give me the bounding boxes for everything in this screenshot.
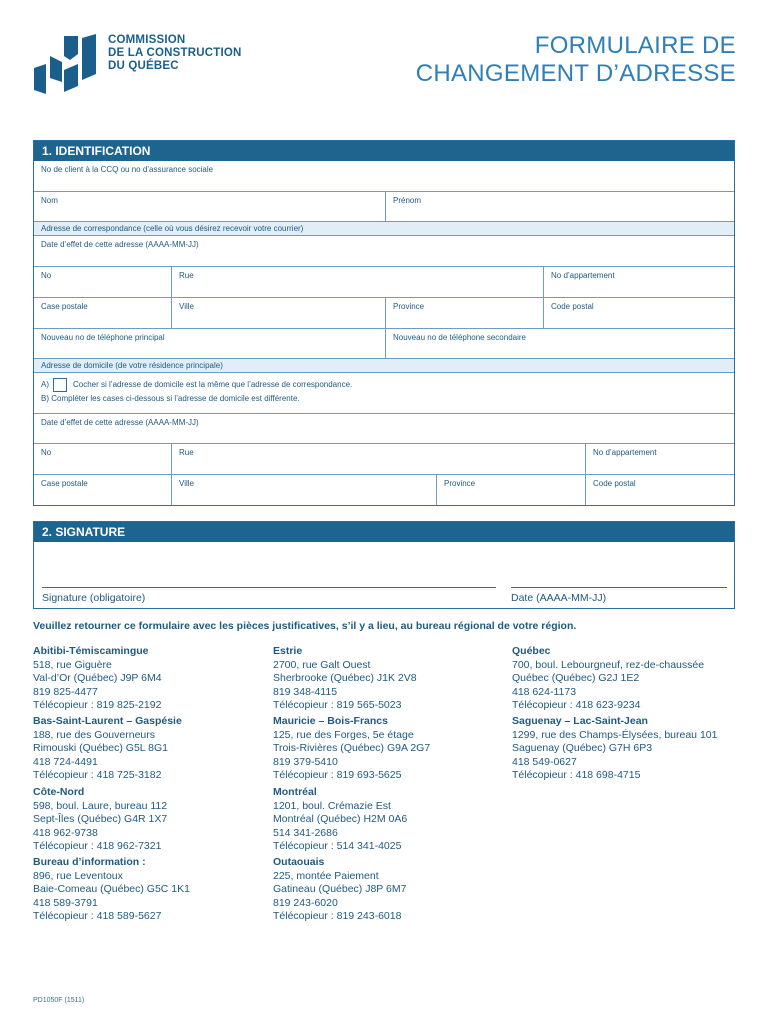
date-line[interactable] bbox=[511, 587, 727, 588]
home-postal-code-field[interactable]: Code postal bbox=[585, 475, 734, 505]
title-line-2: CHANGEMENT D’ADRESSE bbox=[415, 60, 736, 87]
office-line: 125, rue des Forges, 5e étage bbox=[273, 728, 414, 741]
street-number-field[interactable]: No bbox=[41, 271, 52, 280]
office-line: 418 624-1173 bbox=[512, 685, 577, 698]
office-name: Abitibi-Témiscamingue bbox=[33, 645, 149, 657]
correspondence-date-field[interactable]: Date d’effet de cette adresse (AAAA-MM-JJ) bbox=[41, 240, 199, 249]
office-name: Outaouais bbox=[273, 856, 325, 868]
office-line: 188, rue des Gouverneurs bbox=[33, 728, 155, 741]
title-line-1: FORMULAIRE DE bbox=[534, 32, 736, 59]
office-line: 1299, rue des Champs-Élysées, bureau 101 bbox=[512, 728, 718, 741]
office-line: 418 549-0627 bbox=[512, 755, 577, 768]
signature-label: Signature (obligatoire) bbox=[42, 592, 146, 604]
prenom-field[interactable]: Prénom bbox=[385, 192, 734, 221]
city-field[interactable]: Ville bbox=[171, 298, 385, 328]
office-baie-comeau bbox=[33, 856, 263, 924]
po-box-field[interactable]: Case postale bbox=[41, 302, 88, 311]
office-line: Télécopieur : 819 825-2192 bbox=[33, 699, 162, 711]
office-mauricie bbox=[273, 715, 503, 783]
office-bas-saint-laurent bbox=[33, 715, 263, 783]
office-name: Saguenay – Lac-Saint-Jean bbox=[512, 715, 648, 727]
office-outaouais bbox=[273, 856, 503, 924]
office-line: 225, montée Paiement bbox=[273, 869, 379, 882]
street-field[interactable]: Rue bbox=[171, 267, 543, 297]
office-name: Québec bbox=[512, 645, 551, 657]
office-name: Estrie bbox=[273, 645, 303, 657]
office-line: 896, rue Leventoux bbox=[33, 869, 123, 882]
office-line: 418 589-3791 bbox=[33, 896, 98, 909]
office-cote-nord bbox=[33, 786, 263, 854]
office-line: 418 962-9738 bbox=[33, 826, 98, 839]
office-line: 598, boul. Laure, bureau 112 bbox=[33, 799, 168, 812]
office-line: 418 724-4491 bbox=[33, 755, 98, 768]
signature-line[interactable] bbox=[42, 587, 496, 588]
office-name: Bureau d’information : bbox=[33, 856, 146, 868]
ccq-logo-icon bbox=[34, 34, 100, 96]
office-line: Montréal (Québec) H2M 0A6 bbox=[273, 813, 408, 825]
phone-row bbox=[34, 328, 734, 358]
home-options bbox=[34, 373, 734, 413]
office-line: 2700, rue Galt Ouest bbox=[273, 658, 371, 671]
main-phone-field[interactable]: Nouveau no de téléphone principal bbox=[41, 333, 165, 342]
office-line: Trois-Rivières (Québec) G9A 2G7 bbox=[273, 742, 431, 754]
name-row bbox=[34, 191, 734, 221]
home-address-bar: Adresse de domicile (de votre résidence principale) bbox=[34, 358, 734, 372]
office-line: Télécopieur : 819 565-5023 bbox=[273, 699, 402, 711]
office-line: 1201, boul. Crémazie Est bbox=[273, 799, 391, 812]
office-estrie bbox=[273, 645, 503, 713]
home-options-row bbox=[34, 372, 734, 413]
office-line: Québec (Québec) G2J 1E2 bbox=[512, 672, 640, 684]
org-line-1: COMMISSION bbox=[108, 34, 186, 46]
postal-code-field[interactable]: Code postal bbox=[543, 298, 734, 328]
home-date-row bbox=[34, 413, 734, 443]
signature-heading: 2. SIGNATURE bbox=[34, 522, 734, 542]
home-street-number-field[interactable]: No bbox=[41, 448, 52, 457]
office-line: Télécopieur : 514 341-4025 bbox=[273, 840, 402, 852]
office-name: Côte-Nord bbox=[33, 786, 85, 798]
return-instructions: Veuillez retourner ce formulaire avec les pièces justificatives, s’il y a lieu, au bureau régional de votre région. bbox=[33, 620, 577, 632]
office-line: 819 825-4477 bbox=[33, 685, 98, 698]
secondary-phone-field[interactable]: Nouveau no de téléphone secondaire bbox=[385, 329, 734, 358]
correspondence-date-row bbox=[34, 235, 734, 266]
correspondence-street-row bbox=[34, 266, 734, 297]
office-line: Val-d’Or (Québec) J9P 6M4 bbox=[33, 672, 162, 684]
option-a-prefix: A) bbox=[41, 380, 49, 390]
office-abitibi bbox=[33, 645, 263, 713]
home-city-field[interactable]: Ville bbox=[171, 475, 436, 505]
office-line: 518, rue Giguère bbox=[33, 658, 112, 671]
correspondence-address-bar: Adresse de correspondance (celle où vous désirez recevoir votre courrier) bbox=[34, 221, 734, 235]
office-line: Télécopieur : 418 589-5627 bbox=[33, 910, 162, 922]
office-line: 514 341-2686 bbox=[273, 826, 338, 839]
office-name: Mauricie – Bois-Francs bbox=[273, 715, 388, 727]
organization-name bbox=[108, 34, 242, 73]
home-province-field[interactable]: Province bbox=[436, 475, 585, 505]
home-apartment-field[interactable]: No d’appartement bbox=[585, 444, 734, 474]
office-line: Télécopieur : 418 962-7321 bbox=[33, 840, 162, 852]
office-montreal bbox=[273, 786, 503, 854]
office-line: Télécopieur : 819 243-6018 bbox=[273, 910, 402, 922]
client-number-row bbox=[34, 161, 734, 191]
home-date-field[interactable]: Date d’effet de cette adresse (AAAA-MM-JJ) bbox=[41, 418, 199, 427]
date-label: Date (AAAA-MM-JJ) bbox=[511, 592, 607, 604]
office-line: 819 379-5410 bbox=[273, 755, 338, 768]
home-po-box-field[interactable]: Case postale bbox=[41, 479, 88, 488]
office-line: Gatineau (Québec) J8P 6M7 bbox=[273, 883, 407, 895]
home-street-field[interactable]: Rue bbox=[171, 444, 585, 474]
home-city-row bbox=[34, 474, 734, 505]
apartment-field[interactable]: No d’appartement bbox=[543, 267, 734, 297]
home-street-row bbox=[34, 443, 734, 474]
office-quebec bbox=[512, 645, 742, 713]
option-a-label: Cocher si l’adresse de domicile est la même que l’adresse de correspondance. bbox=[73, 380, 353, 390]
signature-section bbox=[33, 521, 735, 609]
office-name: Montréal bbox=[273, 786, 317, 798]
office-line: Télécopieur : 418 725-3182 bbox=[33, 769, 162, 781]
province-field[interactable]: Province bbox=[385, 298, 543, 328]
office-line: Rimouski (Québec) G5L 8G1 bbox=[33, 742, 168, 754]
correspondence-city-row bbox=[34, 297, 734, 328]
form-code: PD1050F (1511) bbox=[33, 997, 85, 1004]
nom-field[interactable]: Nom bbox=[41, 196, 58, 205]
office-line: Télécopieur : 418 623-9234 bbox=[512, 699, 641, 711]
option-b-label: B) Compléter les cases ci-dessous si l’adresse de domicile est différente. bbox=[41, 394, 300, 403]
office-line: Sherbrooke (Québec) J1K 2V8 bbox=[273, 672, 417, 684]
office-line: 819 243-6020 bbox=[273, 896, 338, 909]
office-line: Télécopieur : 418 698-4715 bbox=[512, 769, 641, 781]
identification-heading: 1. IDENTIFICATION bbox=[34, 141, 734, 161]
office-line: 819 348-4115 bbox=[273, 685, 338, 698]
client-number-field[interactable]: No de client à la CCQ ou no d’assurance sociale bbox=[41, 165, 214, 174]
org-line-3: DU QUÉBEC bbox=[108, 60, 179, 72]
same-address-checkbox[interactable] bbox=[53, 378, 67, 392]
office-saguenay bbox=[512, 715, 742, 783]
option-a bbox=[41, 378, 727, 392]
office-line: Télécopieur : 819 693-5625 bbox=[273, 769, 402, 781]
page-title bbox=[416, 32, 736, 88]
office-line: Sept-Îles (Québec) G4R 1X7 bbox=[33, 813, 168, 825]
office-name: Bas-Saint-Laurent – Gaspésie bbox=[33, 715, 182, 727]
office-line: 700, boul. Lebourgneuf, rez-de-chaussée bbox=[512, 658, 705, 671]
office-line: Saguenay (Québec) G7H 6P3 bbox=[512, 742, 653, 754]
office-line: Baie-Comeau (Québec) G5C 1K1 bbox=[33, 883, 190, 895]
identification-section bbox=[33, 140, 735, 506]
org-line-2: DE LA CONSTRUCTION bbox=[108, 47, 242, 59]
